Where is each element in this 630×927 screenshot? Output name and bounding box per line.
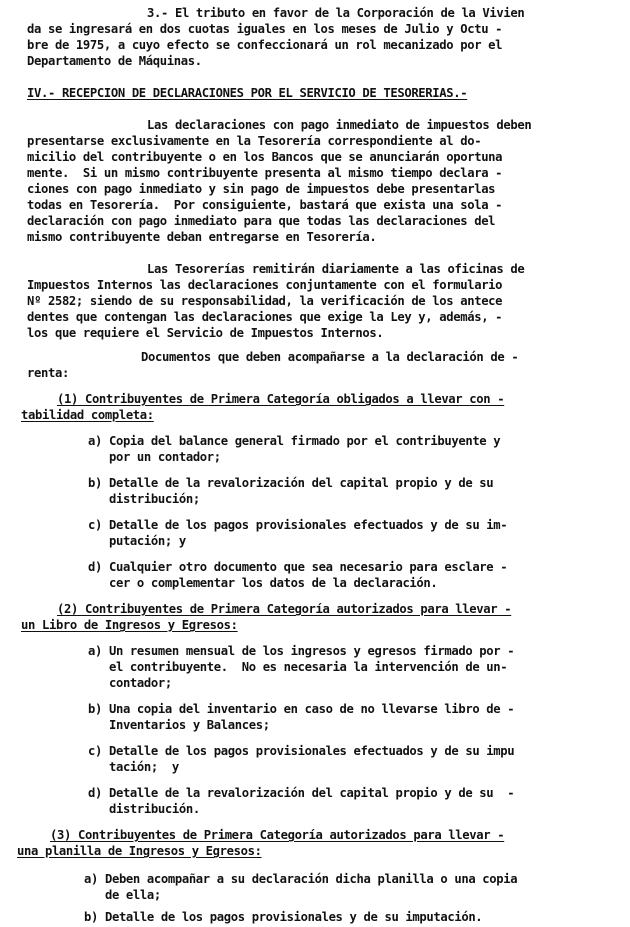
document-line: putación; y (88, 534, 186, 548)
document-line: Nº 2582; siendo de su responsabilidad, la verificación de los antece (27, 294, 503, 308)
document-line: d) Detalle de la revalorización del capital propio y de su - (88, 786, 515, 800)
document-line: dentes que contengan las declaraciones que exige la Ley y, además, - (27, 310, 503, 324)
document-line: Inventarios y Balances; (88, 718, 270, 732)
document-line: a) Deben acompañar a su declaración dicha planilla o una copia (84, 872, 518, 886)
document-line: distribución; (88, 492, 200, 506)
document-line: un Libro de Ingresos y Egresos: (21, 618, 238, 632)
document-line: de ella; (84, 888, 161, 902)
document-line: el contribuyente. No es necesaria la intervención de un- (88, 660, 508, 674)
document-line: (2) Contribuyentes de Primera Categoría autorizados para llevar - (57, 602, 512, 616)
document-line: Documentos que deben acompañarse a la declaración de - (141, 350, 519, 364)
document-line: una planilla de Ingresos y Egresos: (17, 844, 262, 858)
document-line: b) Detalle de los pagos provisionales y de su imputación. (84, 910, 483, 924)
document-line: declaración con pago inmediato para que todas las declaraciones del (27, 214, 496, 228)
document-line: tación; y (88, 760, 179, 774)
document-line: d) Cualquier otro documento que sea necesario para esclare - (88, 560, 508, 574)
document-line: (1) Contribuyentes de Primera Categoría obligados a llevar con - (57, 392, 505, 406)
document-line: renta: (27, 366, 69, 380)
document-line: micilio del contribuyente o en los Bancos que se anunciarán oportuna (27, 150, 503, 164)
document-line: presentarse exclusivamente en la Tesorería correspondiente al do- (27, 134, 482, 148)
document-line: c) Detalle de los pagos provisionales efectuados y de su im- (88, 518, 508, 532)
document-line: mente. Si un mismo contribuyente presenta al mismo tiempo declara - (27, 166, 503, 180)
document-line: tabilidad completa: (21, 408, 154, 422)
document-line: distribución. (88, 802, 200, 816)
document-line: IV.- RECEPCION DE DECLARACIONES POR EL SERVICIO DE TESORERIAS.- (27, 86, 468, 100)
document-line: b) Una copia del inventario en caso de no llevarse libro de - (88, 702, 515, 716)
document-line: (3) Contribuyentes de Primera Categoría autorizados para llevar - (50, 828, 505, 842)
document-line: todas en Tesorería. Por consiguiente, bastará que exista una sola - (27, 198, 503, 212)
document-line: mismo contribuyente deban entregarse en Tesorería. (27, 230, 377, 244)
document-line: a) Copia del balance general firmado por el contribuyente y (88, 434, 501, 448)
document-line: cer o complementar los datos de la declaración. (88, 576, 438, 590)
document-line: Las Tesorerías remitirán diariamente a las oficinas de (147, 262, 525, 276)
document-line: b) Detalle de la revalorización del capital propio y de su (88, 476, 494, 490)
document-line: Departamento de Máquinas. (27, 54, 202, 68)
document-line: a) Un resumen mensual de los ingresos y egresos firmado por - (88, 644, 515, 658)
document-line: Las declaraciones con pago inmediato de impuestos deben (147, 118, 532, 132)
document-line: ciones con pago inmediato y sin pago de impuestos debe presentarlas (27, 182, 496, 196)
document-line: da se ingresará en dos cuotas iguales en los meses de Julio y Octu - (27, 22, 503, 36)
document-line: por un contador; (88, 450, 221, 464)
document-line: los que requiere el Servicio de Impuestos Internos. (27, 326, 384, 340)
document-line: contador; (88, 676, 172, 690)
document-line: bre de 1975, a cuyo efecto se confeccionará un rol mecanizado por el (27, 38, 503, 52)
document-line: Impuestos Internos las declaraciones conjuntamente con el formulario (27, 278, 503, 292)
document-line: 3.- El tributo en favor de la Corporación de la Vivien (147, 6, 525, 20)
document-line: c) Detalle de los pagos provisionales efectuados y de su impu (88, 744, 515, 758)
